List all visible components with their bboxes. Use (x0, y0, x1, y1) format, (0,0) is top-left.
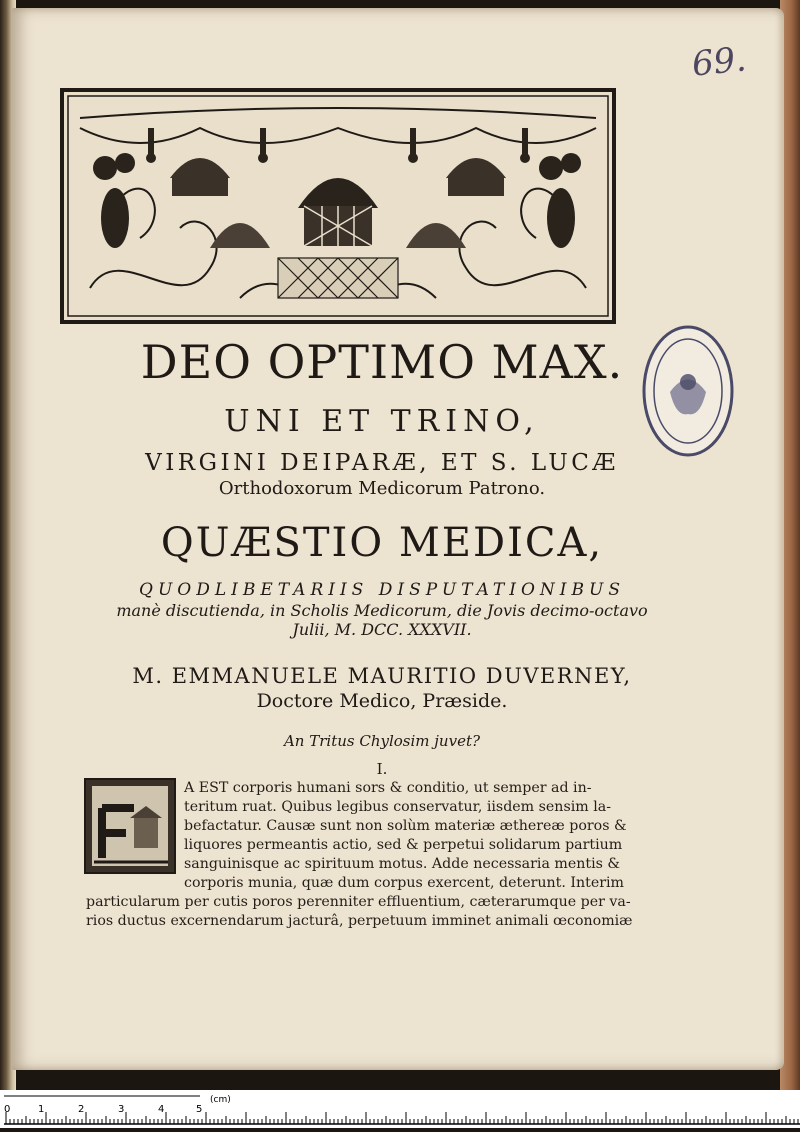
body-line: teritum ruat. Quibus legibus conservatur, iisdem sensim la- (184, 799, 612, 815)
body-line: rios ductus excernendarum jacturâ, perpetuum imminet animali œconomiæ (86, 913, 633, 929)
disputation-year: Julii, M. DCC. XXXVII. (292, 620, 472, 639)
body-line: liquores permeantis actio, sed & perpetui solidarum partium (184, 837, 623, 853)
body-line: sanguinisque ac spirituum motus. Adde necessaria mentis & (184, 856, 621, 872)
measurement-ruler (0, 1090, 800, 1128)
body-line: corporis munia, quæ dum corpus exercent, deterunt. Interim (184, 875, 625, 891)
section-number: I. (376, 760, 388, 778)
folio-number: 69. (690, 39, 749, 85)
ruler-label-3: 3 (118, 1104, 125, 1115)
president-name: M. EMMANUELE MAURITIO DUVERNEY, (132, 664, 632, 688)
dedication-trinity: UNI ET TRINO, (224, 404, 540, 439)
thesis-question: An Tritus Chylosim juvet? (283, 732, 481, 750)
body-line: A EST corporis humani sors & conditio, ut semper ad in- (184, 780, 592, 796)
question-heading: QUÆSTIO MEDICA, (160, 520, 604, 566)
body-line: befactatur. Causæ sunt non solùm materiæ æthereæ poros & (184, 818, 627, 834)
disputation-date-line: manè discutienda, in Scholis Medicorum, die Jovis decimo-octavo (116, 601, 648, 620)
dedication-title: DEO OPTIMO MAX. (140, 335, 624, 389)
ruler-label-2: 2 (78, 1104, 85, 1115)
dedication-patron: Orthodoxorum Medicorum Patrono. (218, 478, 546, 499)
ruler-label-1: 1 (38, 1104, 45, 1115)
ruler-label-0: 0 (4, 1104, 11, 1115)
ruler-label-5: 5 (196, 1104, 203, 1115)
ruler-unit-label: (cm) (210, 1095, 231, 1105)
dedication-virgin: VIRGINI DEIPARÆ, ET S. LUCÆ (145, 450, 619, 476)
ruler-scale (0, 1090, 800, 1128)
president-title: Doctore Medico, Præside. (256, 690, 508, 712)
body-line: particularum per cutis poros perenniter effluentium, cæterarumque per va- (86, 894, 631, 910)
drop-cap-initial (84, 778, 176, 874)
headpiece-ornament (60, 88, 616, 324)
disputation-line: QUODLIBETARIIS DISPUTATIONIBUS (139, 580, 625, 600)
ruler-label-4: 4 (158, 1104, 165, 1115)
